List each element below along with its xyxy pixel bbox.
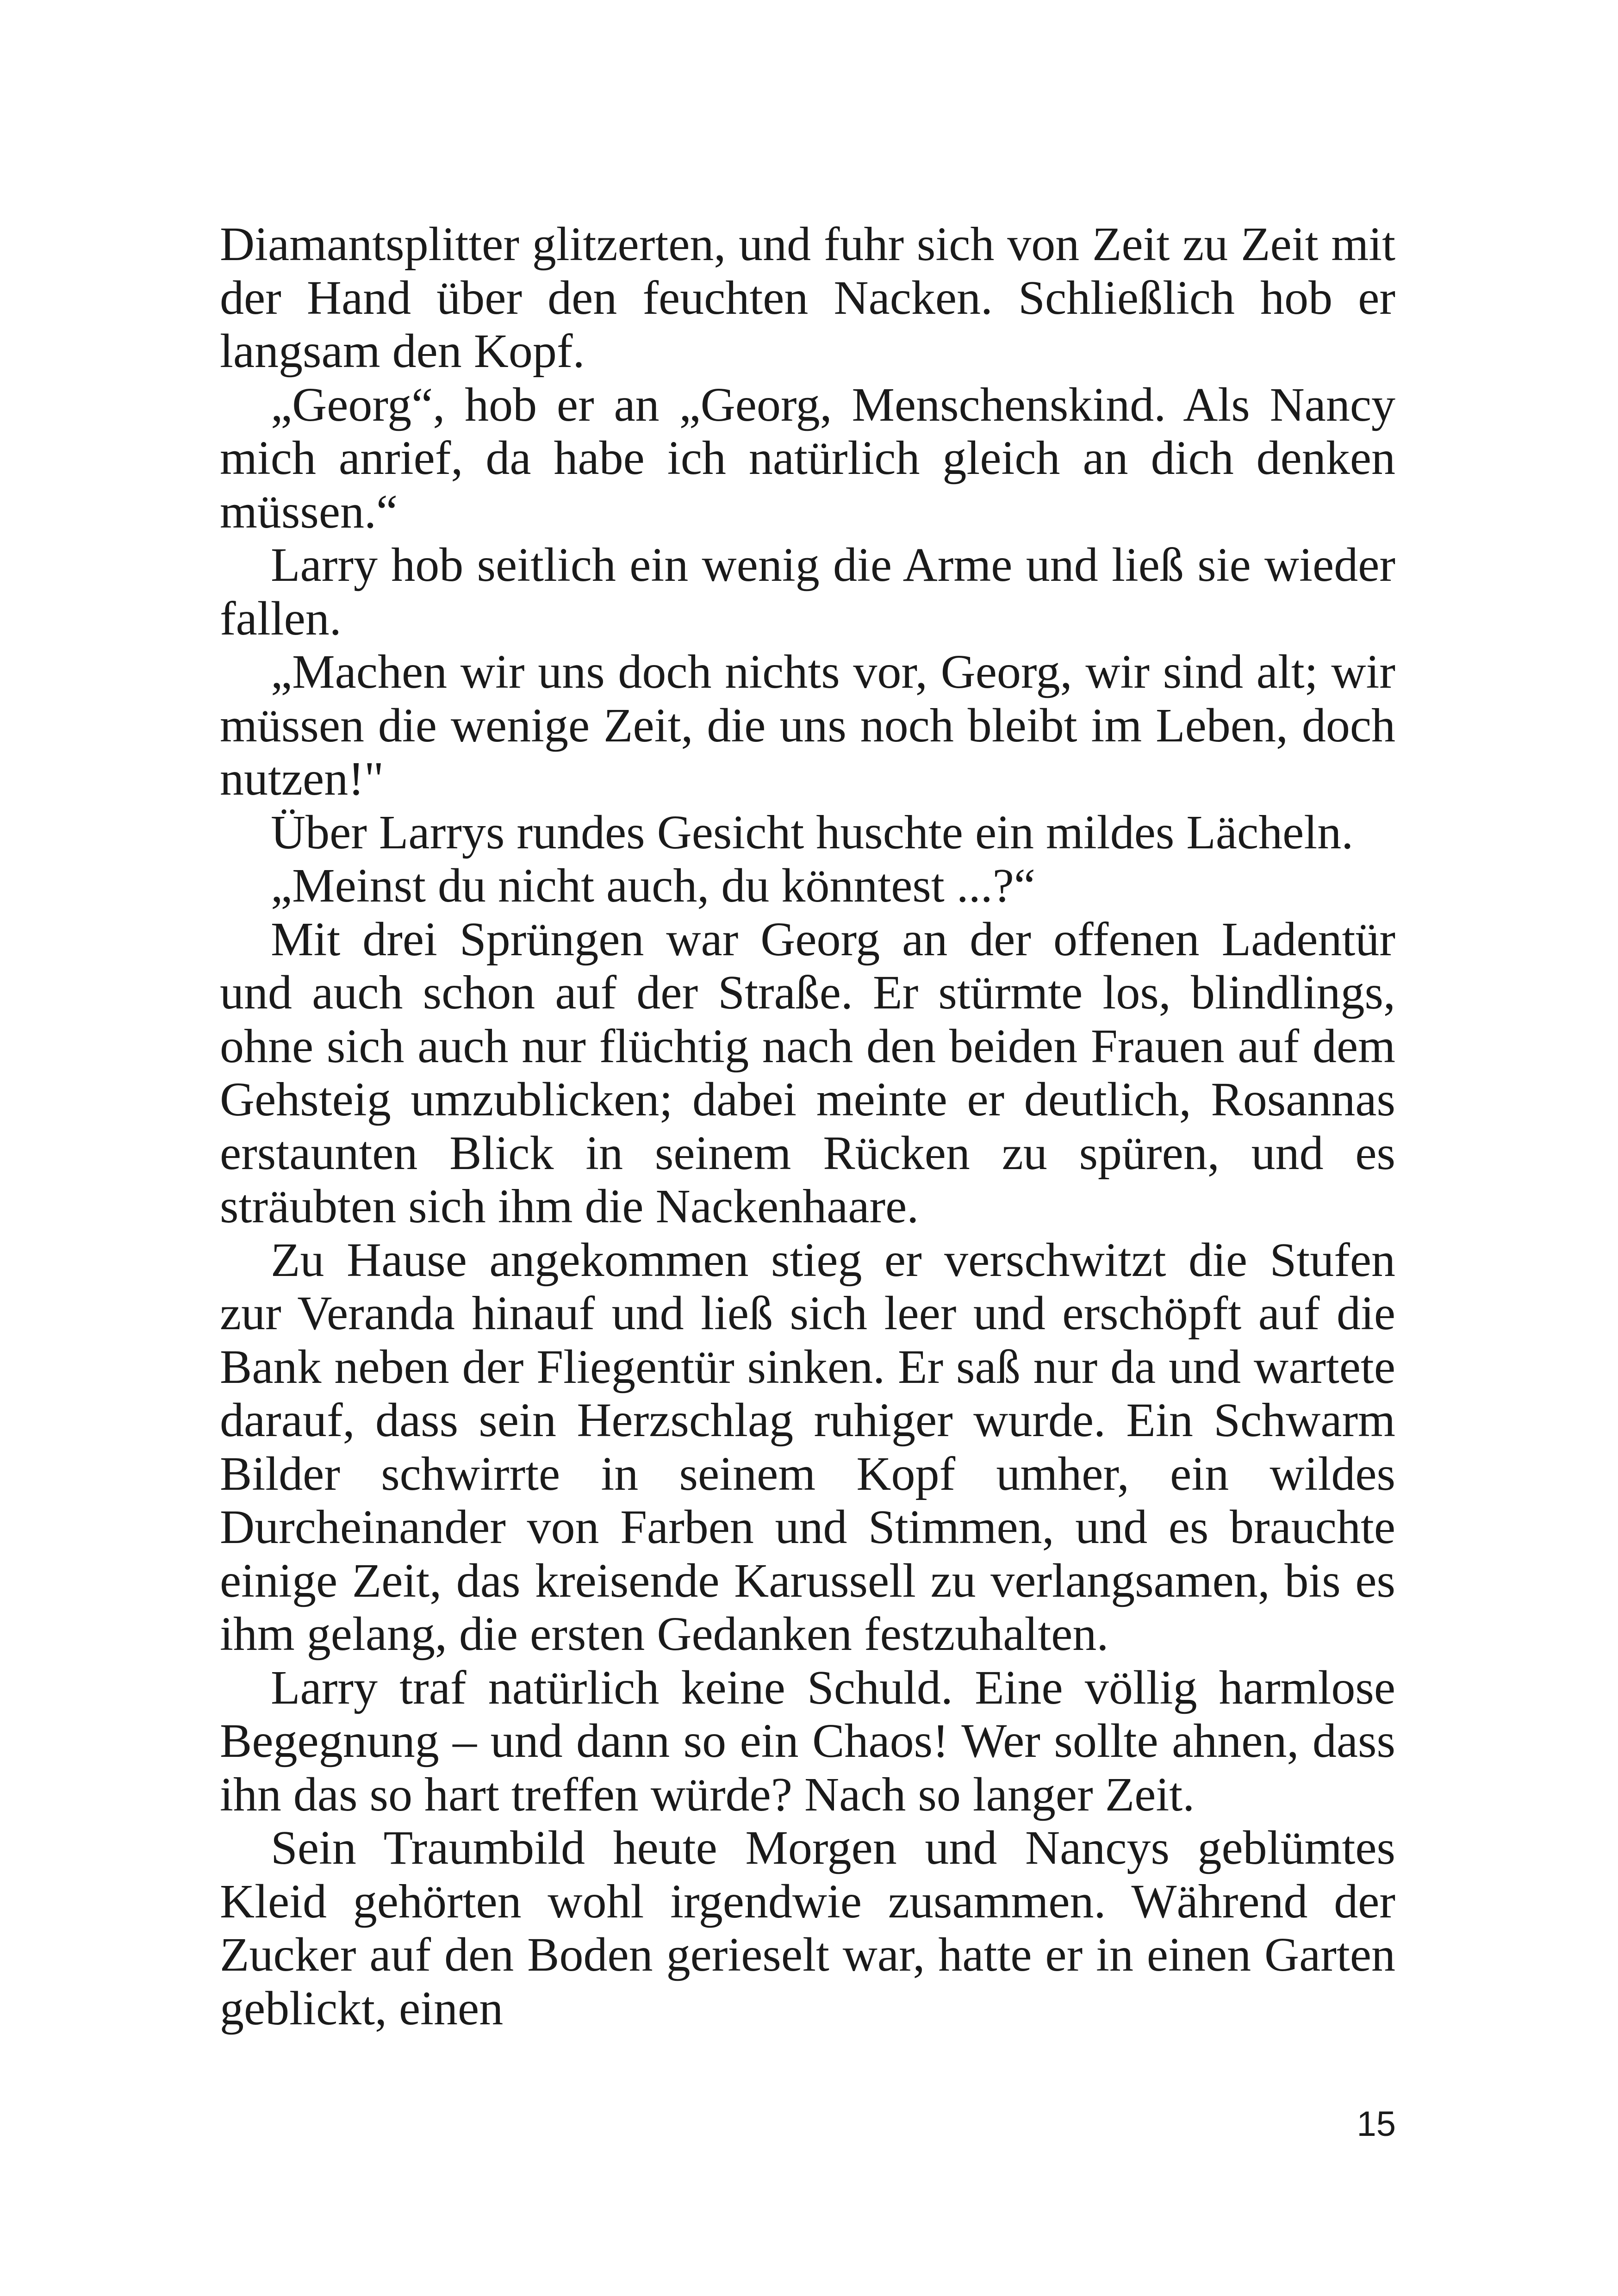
paragraph-4: „Machen wir uns doch nichts vor, Georg, wir sind alt; wir müssen die wenige Zeit, die uns noch bleibt im Leben, doch nutzen!": [220, 645, 1395, 805]
paragraph-2: „Georg“, hob er an „Georg, Menschenskind. Als Nancy mich anrief, da habe ich natürlich gleich an dich denken müssen.“: [220, 378, 1395, 538]
body-text: [220, 218, 1395, 2035]
paragraph-10: Sein Traumbild heute Morgen und Nancys geblümtes Kleid gehörten wohl irgendwie zusammen. Während der Zucker auf den Boden gerieselt war, hatte er in einen Garten geblickt, einen: [220, 1821, 1395, 2035]
paragraph-6: „Meinst du nicht auch, du könntest ...?“: [271, 859, 1036, 912]
page-number: 15: [1357, 2104, 1396, 2144]
paragraph-1: Diamantsplitter glitzerten, und fuhr sich von Zeit zu Zeit mit der Hand über den feuchten Nacken. Schließlich hob er langsam den Kopf.: [220, 218, 1395, 378]
paragraph-5: Über Larrys rundes Gesicht huschte ein mildes Lächeln.: [271, 805, 1354, 859]
paragraph-8: Zu Hause angekommen stieg er verschwitzt die Stufen zur Veranda hinauf und ließ sich leer und erschöpft auf die Bank neben der Fliegentür sinken. Er saß nur da und wartete darauf, dass sein Herzschlag ruhiger wurde. Ein Schwarm Bilder schwirrte in seinem Kopf umher, ein wildes Durcheinander von Farben und Stimmen, und es brauchte einige Zeit, das kreisende Karussell zu verlangsamen, bis es ihm gelang, die ersten Gedanken festzuhalten.: [220, 1233, 1395, 1661]
paragraph-9: Larry traf natürlich keine Schuld. Eine völlig harmlose Begegnung – und dann so ein Chaos! Wer sollte ahnen, dass ihn das so hart treffen würde? Nach so langer Zeit.: [220, 1661, 1395, 1821]
paragraph-7: Mit drei Sprüngen war Georg an der offenen Ladentür und auch schon auf der Straße. Er stürmte los, blindlings, ohne sich auch nur flüchtig nach den beiden Frauen auf dem Gehsteig umzublicken; dabei meinte er deutlich, Rosannas erstaunten Blick in seinem Rücken zu spüren, und es sträubten sich ihm die Nackenhaare.: [220, 912, 1395, 1233]
paragraph-3: Larry hob seitlich ein wenig die Arme und ließ sie wieder fallen.: [220, 538, 1395, 645]
